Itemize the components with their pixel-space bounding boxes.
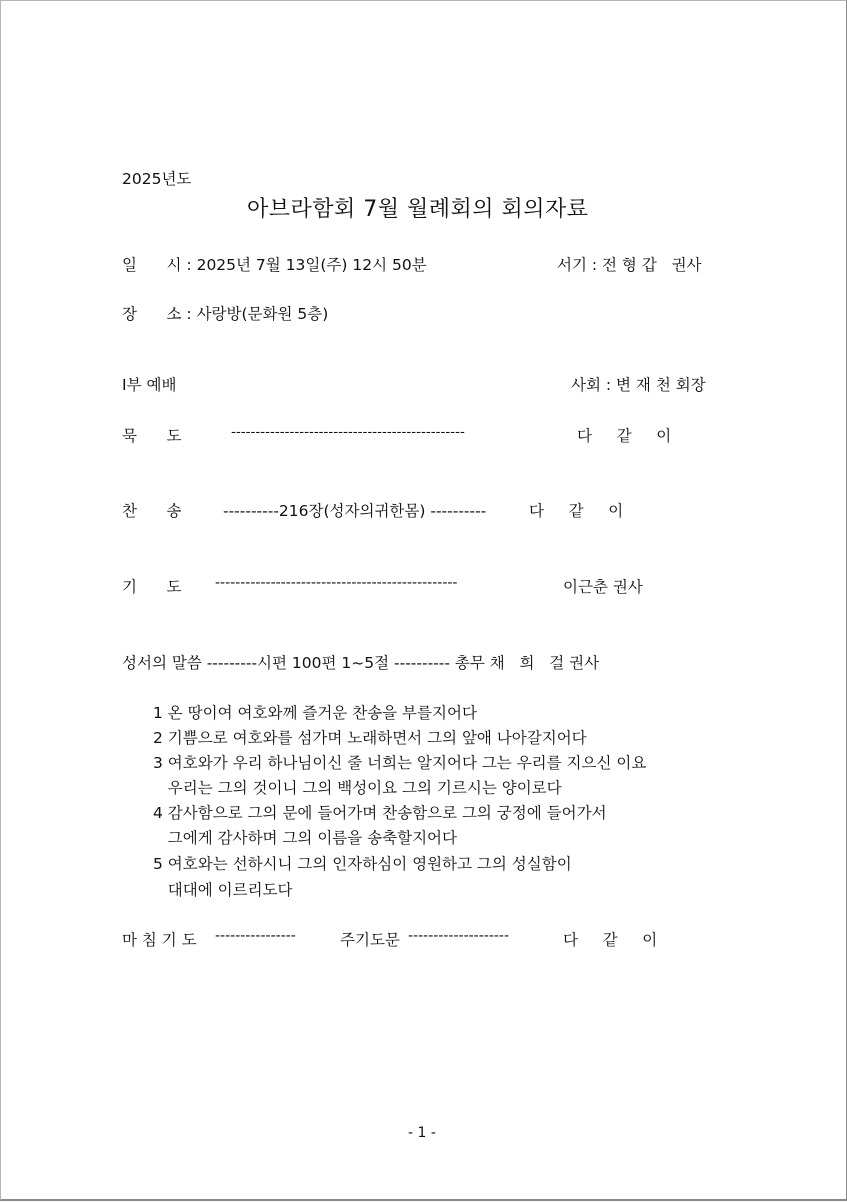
closing-label: 마 침 기 도 [122,931,197,949]
date-line: 일 시 : 2025년 7월 13일(주) 12시 50분 [122,256,427,274]
recorder-line: 서기 : 전 형 갑 권사 [557,256,702,274]
order-item-label: 찬 송 [122,502,182,520]
order-item-leader: 다 같 이 [529,502,624,520]
document-title: 아브라함회 7월 월례회의 회의자료 [247,197,589,222]
scripture-verse: 1 온 땅이여 여호와께 즐거운 찬송을 부를지어다 [153,704,477,722]
closing-dashes: -------------------- [408,928,510,944]
scripture-verse: 2 기쁨으로 여호와를 섬가며 노래하면서 그의 앞애 나아갈지어다 [153,729,587,747]
part1-host: 사회 : 변 재 천 회장 [571,376,706,394]
scripture-verse: 그에게 감사하며 그의 이름을 송축할지어다 [153,829,458,847]
order-item-hymn: ----------216장(성자의귀한몸) ---------- [223,502,487,520]
order-item-leader: 다 같 이 [577,427,672,445]
year-label: 2025년도 [122,170,192,188]
scripture-verse: 5 여호와는 선하시니 그의 인자하심이 영원하고 그의 성실함이 [153,855,572,873]
closing-leader: 다 같 이 [563,931,658,949]
order-item-label: 기 도 [122,578,182,596]
closing-prayer: 주기도문 [340,931,400,949]
order-item-leader: 이근춘 권사 [563,578,643,596]
place-line: 장 소 : 사랑방(문화원 5층) [122,305,329,323]
closing-dashes: ---------------- [215,928,296,944]
scripture-verse: 3 여호와가 우리 하나님이신 줄 너희는 알지어다 그는 우리를 지으신 이요 [153,754,647,772]
order-item-dashes: ------------------------------------------------ [215,575,458,591]
scripture-verse: 4 감사함으로 그의 문에 들어가며 찬송함으로 그의 궁정에 들어가서 [153,804,607,822]
order-item-dashes: ------------------------------------------------ [231,424,465,440]
scripture-verse: 대대에 이르리도다 [153,881,293,899]
scripture-header: 성서의 말씀 ---------시편 100편 1~5절 ---------- 총무 채 희 걸 권사 [122,654,600,672]
scripture-verse: 우리는 그의 것이니 그의 백성이요 그의 기르시는 양이로다 [153,779,562,797]
page-number: - 1 - [408,1125,436,1141]
part1-heading: I부 예배 [122,376,177,394]
order-item-label: 묵 도 [122,427,182,445]
